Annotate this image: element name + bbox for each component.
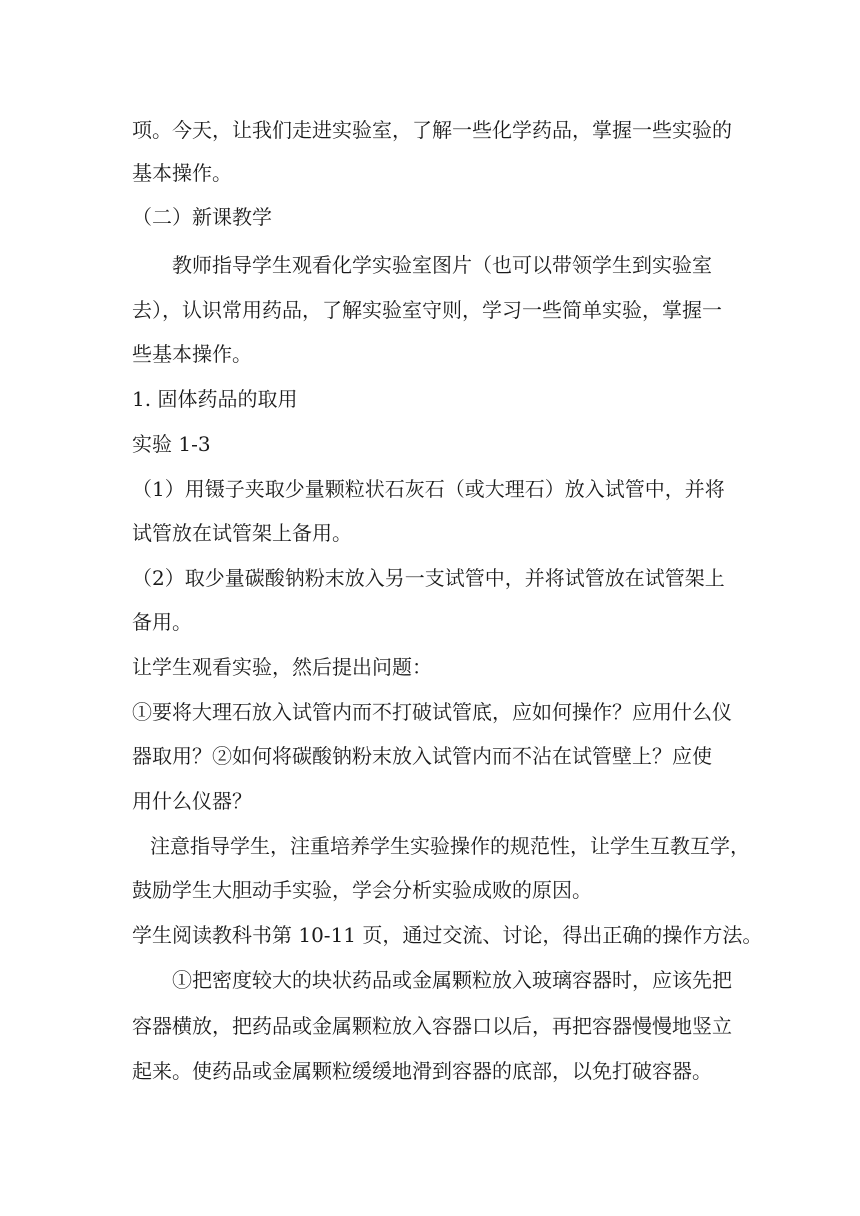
text-line-1: 项。今天，让我们走进实验室，了解一些化学药品，掌握一些实验的 bbox=[132, 118, 732, 142]
subsection-heading: 1. 固体药品的取用 bbox=[132, 387, 298, 411]
text-line-21: 容器横放，把药品或金属颗粒放入容器口以后，再把容器慢慢地竖立 bbox=[132, 1014, 732, 1038]
experiment-label: 实验 1-3 bbox=[132, 432, 211, 456]
text-line-11: （2）取少量碳酸钠粉末放入另一支试管中，并将试管放在试管架上 bbox=[132, 566, 725, 590]
text-line-16: 用什么仪器？ bbox=[132, 789, 252, 813]
text-line-10: 试管放在试管架上备用。 bbox=[132, 521, 352, 545]
text-line-20: ①把密度较大的块状药品或金属颗粒放入玻璃容器时，应该先把 bbox=[172, 968, 732, 992]
section-heading: （二）新课教学 bbox=[132, 205, 272, 229]
text-line-12: 备用。 bbox=[132, 610, 192, 634]
text-line-6: 些基本操作。 bbox=[132, 342, 252, 366]
text-line-4: 教师指导学生观看化学实验室图片（也可以带领学生到实验室 bbox=[172, 253, 712, 277]
text-line-9: （1）用镊子夹取少量颗粒状石灰石（或大理石）放入试管中，并将 bbox=[132, 477, 725, 501]
text-line-5: 去），认识常用药品，了解实验室守则，学习一些简单实验，掌握一 bbox=[132, 298, 722, 322]
text-line-19: 学生阅读教科书第 10-11 页，通过交流、讨论，得出正确的操作方法。 bbox=[132, 923, 763, 947]
text-line-18: 鼓励学生大胆动手实验，学会分析实验成败的原因。 bbox=[132, 878, 592, 902]
text-line-17: 注意指导学生，注重培养学生实验操作的规范性，让学生互教互学， bbox=[150, 834, 750, 858]
text-line-15: 器取用？②如何将碳酸钠粉末放入试管内而不沾在试管壁上？应使 bbox=[132, 744, 712, 768]
text-line-22: 起来。使药品或金属颗粒缓缓地滑到容器的底部，以免打破容器。 bbox=[132, 1059, 712, 1083]
text-line-13: 让学生观看实验，然后提出问题： bbox=[132, 655, 432, 679]
text-line-14: ①要将大理石放入试管内而不打破试管底，应如何操作？应用什么仪 bbox=[132, 700, 732, 724]
text-line-2: 基本操作。 bbox=[132, 161, 232, 185]
